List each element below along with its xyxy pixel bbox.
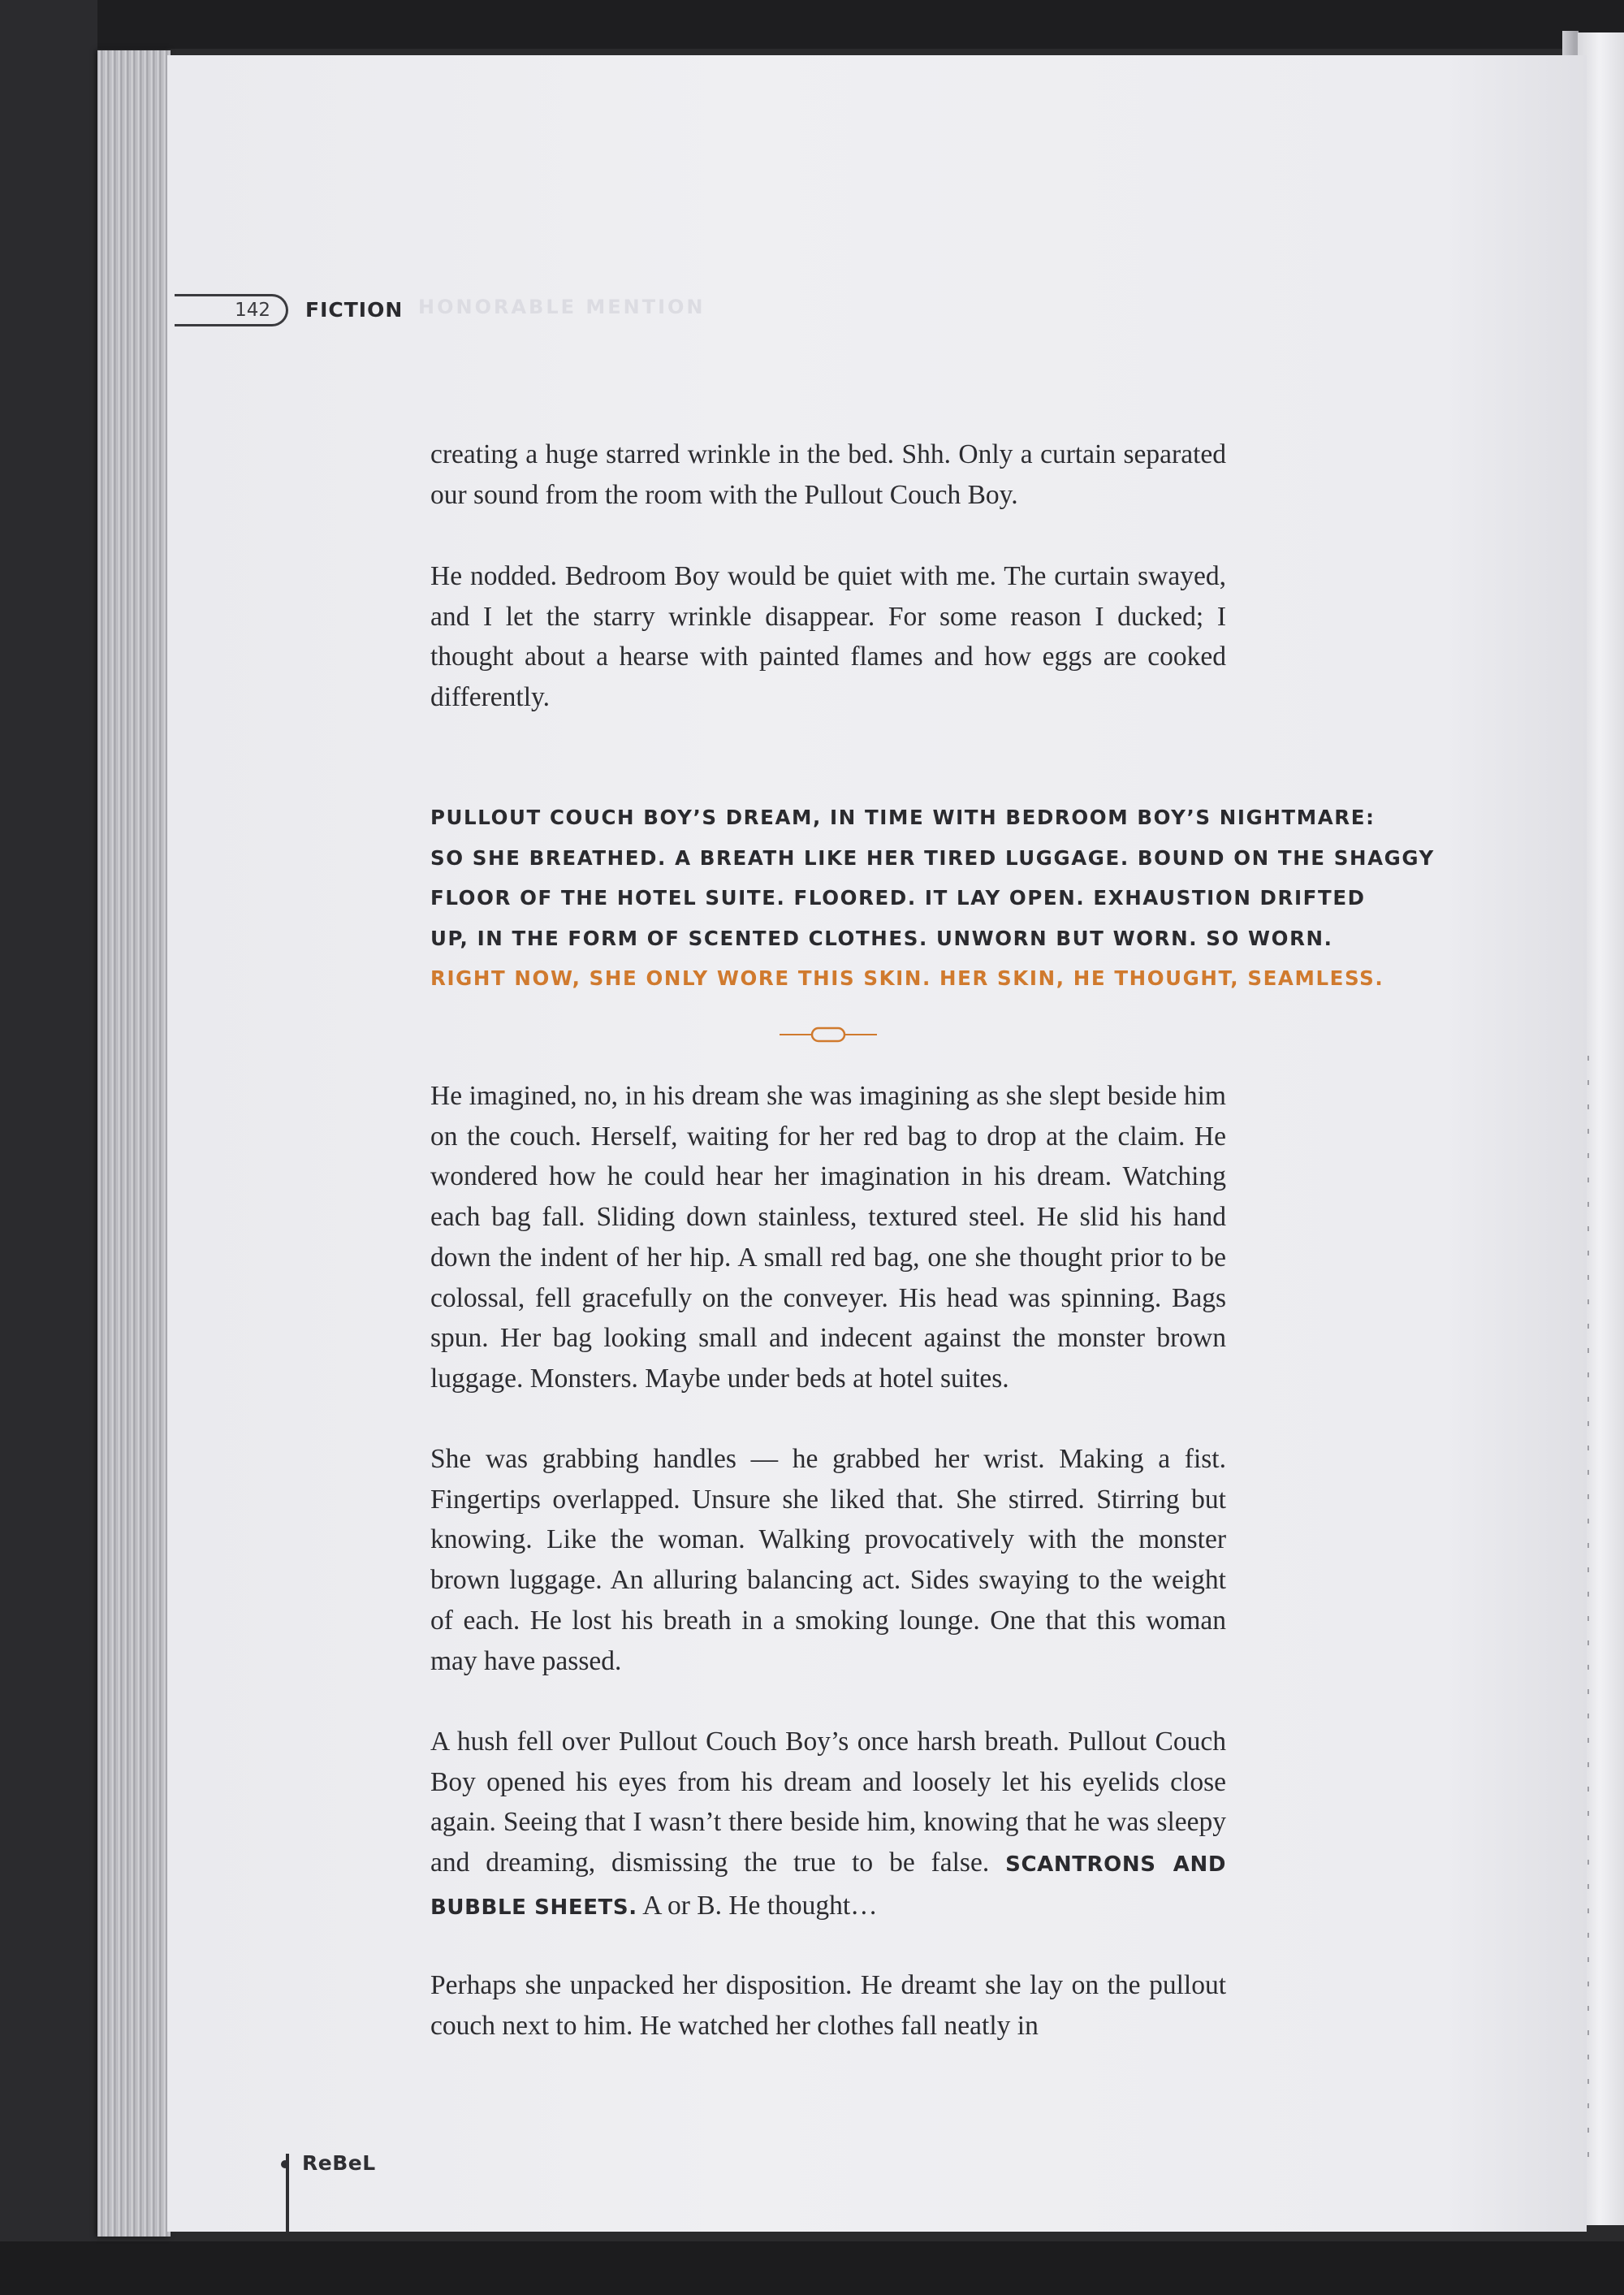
binding-marks bbox=[1587, 1056, 1589, 2160]
footer-dot bbox=[281, 2160, 289, 2168]
caps-line-4: UP, IN THE FORM OF SCENTED CLOTHES. UNWORN BUT WORN. SO WORN. bbox=[430, 926, 1333, 950]
page-number: 142 bbox=[235, 300, 270, 321]
paragraph-5 bbox=[430, 1439, 1226, 1681]
caps-line-accent: RIGHT NOW, SHE ONLY WORE THIS SKIN. HER SKIN, HE THOUGHT, SEAMLESS. bbox=[430, 966, 1384, 990]
background-top bbox=[0, 0, 1624, 49]
page-edge-stack bbox=[97, 50, 171, 2237]
footer-magazine-name: ReBeL bbox=[302, 2151, 376, 2175]
paragraph-text: She was grabbing handles — he grabbed her wrist. Making a fist. Fingertips overlapped. Unsure she liked that. She stirred. Stirring but knowing. Like the woman. Walking provocatively with the monster brown luggage. An alluring balancing act. Sides swaying to the weight of each. He lost his breath in a smoking lounge. One that this woman may have passed. bbox=[430, 1444, 1226, 1676]
caps-line-1: PULLOUT COUCH BOY’S DREAM, IN TIME WITH BEDROOM BOY’S NIGHTMARE: bbox=[430, 806, 1376, 829]
background-bottom bbox=[0, 2241, 1624, 2295]
paragraph-text: creating a huge starred wrinkle in the bed. Shh. Only a curtain separated our sound from the room with the Pullout Couch Boy. bbox=[430, 439, 1226, 510]
paragraph-text: Perhaps she unpacked her disposition. He dreamt she lay on the pullout couch next to him. He watched her clothes fall neatly in bbox=[430, 1970, 1226, 2041]
show-through-header: HONORABLE MENTION bbox=[418, 296, 706, 318]
section-break-ornament-icon bbox=[780, 1025, 877, 1044]
caps-passage bbox=[430, 797, 1435, 999]
paragraph-4 bbox=[430, 1076, 1226, 1399]
caps-line-3: FLOOR OF THE HOTEL SUITE. FLOORED. IT LAY OPEN. EXHAUSTION DRIFTED bbox=[430, 886, 1366, 910]
paragraph-text: He nodded. Bedroom Boy would be quiet with me. The curtain swayed, and I let the starry wrinkle disappear. For some reason I ducked; I thought about a hearse with painted flames and how eggs are cooked differently. bbox=[430, 561, 1226, 713]
paragraph-7 bbox=[430, 1965, 1226, 2046]
paragraph-2 bbox=[430, 556, 1226, 718]
paragraph-text bbox=[430, 1722, 1226, 1929]
paragraph-6-tail: A or B. He thought… bbox=[642, 1890, 878, 1921]
caps-line-2: SO SHE BREATHED. A BREATH LIKE HER TIRED LUGGAGE. BOUND ON THE SHAGGY bbox=[430, 845, 1435, 870]
background-left bbox=[0, 0, 97, 2295]
paragraph-text: He imagined, no, in his dream she was imagining as she slept beside him on the couch. Herself, waiting for her red bag to drop at the claim. He wondered how he could hear her imagination in his dream. Watching each bag fall. Sliding down stainless, textured steel. He slid his hand down the indent of her hip. A small red bag, one she thought prior to be colossal, fell gracefully on the conveyer. His head was spinning. Bags spun. Her bag looking small and indecent against the monster brown luggage. Monsters. Maybe under beds at hotel suites. bbox=[430, 1081, 1226, 1394]
scantrons-caps: SCANTRONS AND BUBBLE SHEETS. bbox=[430, 1852, 1227, 1920]
paragraph-6-text: A hush fell over Pullout Couch Boy’s once harsh breath. Pullout Couch Boy opened his eyes from his dream and loosely let his eyelids close again. Seeing that I wasn’t there beside him, knowing that he was sleepy and dreaming, dismissing the true to be false. bbox=[430, 1727, 1226, 1878]
paragraph-1 bbox=[430, 434, 1226, 515]
section-title: FICTION bbox=[305, 298, 404, 322]
paragraph-6 bbox=[430, 1722, 1226, 1929]
